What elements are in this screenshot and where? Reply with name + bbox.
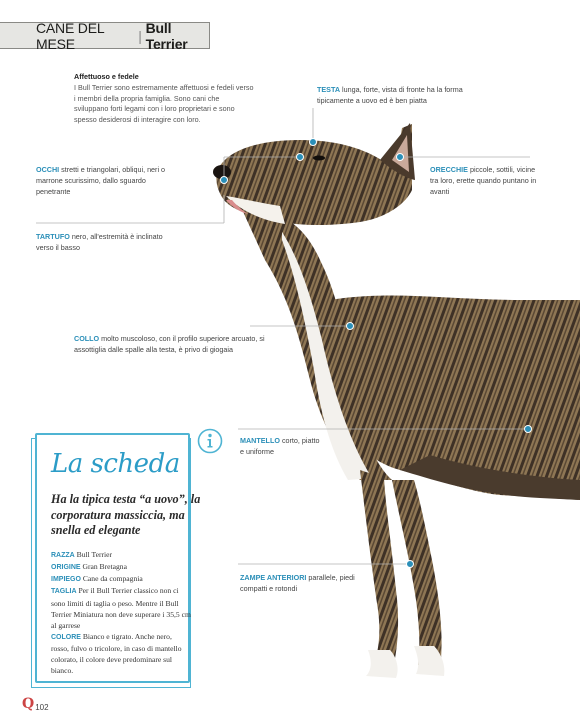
annotation-key: ORECCHIE xyxy=(430,165,468,174)
intro-heading: Affettuoso e fedele xyxy=(74,72,139,81)
fact-taglia xyxy=(51,585,191,630)
intro-block xyxy=(74,72,254,125)
fact-key: COLORE xyxy=(51,633,81,641)
info-icon xyxy=(197,428,223,454)
scheda-lead: Ha la tipica testa “a uovo”, la corporatura massiccia, ma snella ed elegante xyxy=(51,492,201,538)
fact-value: Bianco e tigrato. Anche nero, rosso, fulvo o tricolore, in caso di mantello colorato, il colore deve predominare sul bianco. xyxy=(51,631,182,675)
annotation-testa xyxy=(317,85,487,107)
magazine-logo: Q xyxy=(22,696,35,712)
annotation-mantello xyxy=(240,436,320,458)
fact-key: ORIGINE xyxy=(51,564,81,572)
annotation-orecchie xyxy=(430,165,545,197)
annotation-key: MANTELLO xyxy=(240,436,280,445)
annotation-text: parallele, piedi compatti e rotondi xyxy=(240,573,355,593)
annotation-tartufo xyxy=(36,232,176,254)
annotation-occhi xyxy=(36,165,166,197)
fact-origine xyxy=(51,561,191,573)
annotation-text: stretti e triangolari, obliqui, neri o marrone scurissimo, dallo sguardo penetrante xyxy=(36,165,166,196)
annotation-key: OCCHI xyxy=(36,165,60,174)
scheda-box xyxy=(35,433,201,683)
fact-key: RAZZA xyxy=(51,552,75,559)
fact-value: Gran Bretagna xyxy=(82,562,127,572)
annotation-key: COLLO xyxy=(74,334,100,343)
fact-colore xyxy=(51,631,191,676)
breed-title: Bull Terrier xyxy=(145,19,188,52)
scheda-title: La scheda xyxy=(51,449,180,479)
annotation-text: corto, piatto e uniforme xyxy=(240,436,320,456)
fact-value: Bull Terrier xyxy=(76,550,113,559)
annotation-text: nero, all'estremità è inclinato verso il basso xyxy=(36,232,163,252)
annotation-text: molto muscoloso, con il profilo superiore arcuato, si assottiglia dalle spalle alla testa, è privo di giogaia xyxy=(74,334,265,354)
annotation-zampe-anteriori xyxy=(240,573,375,595)
annotation-key: TESTA xyxy=(317,85,341,94)
page-number: 102 xyxy=(35,703,49,712)
fact-impiego xyxy=(51,573,191,585)
annotation-collo xyxy=(74,334,279,356)
page-footer xyxy=(22,696,49,712)
intro-text: I Bull Terrier sono estremamente affettuosi e fedeli verso i membri della propria famiglia. Sono cani che sviluppano forti legami con i loro proprietari e sono spesso desiderosi di interagire con loro. xyxy=(74,83,254,124)
annotation-text: piccole, sottili, vicine tra loro, erette quando puntano in avanti xyxy=(430,165,537,196)
fact-key: IMPIEGO xyxy=(51,576,81,584)
section-title: CANE DEL MESE xyxy=(36,19,104,52)
fact-value: Cane da compagnia xyxy=(82,574,143,584)
fact-razza xyxy=(51,549,191,561)
fact-key: TAGLIA xyxy=(51,588,77,596)
annotation-key: TARTUFO xyxy=(36,232,70,241)
annotation-text: lunga, forte, vista di fronte ha la forma tipicamente a uovo ed è ben piatta xyxy=(317,85,463,105)
annotation-key: ZAMPE ANTERIORI xyxy=(240,573,307,582)
header-separator: | xyxy=(138,27,142,44)
scheda-facts xyxy=(51,549,191,676)
fact-value: Per il Bull Terrier classico non ci sono limiti di taglia o peso. Mentre il Bull Terrier Miniatura non deve superare i 35,5 cm al garrese xyxy=(51,586,191,630)
